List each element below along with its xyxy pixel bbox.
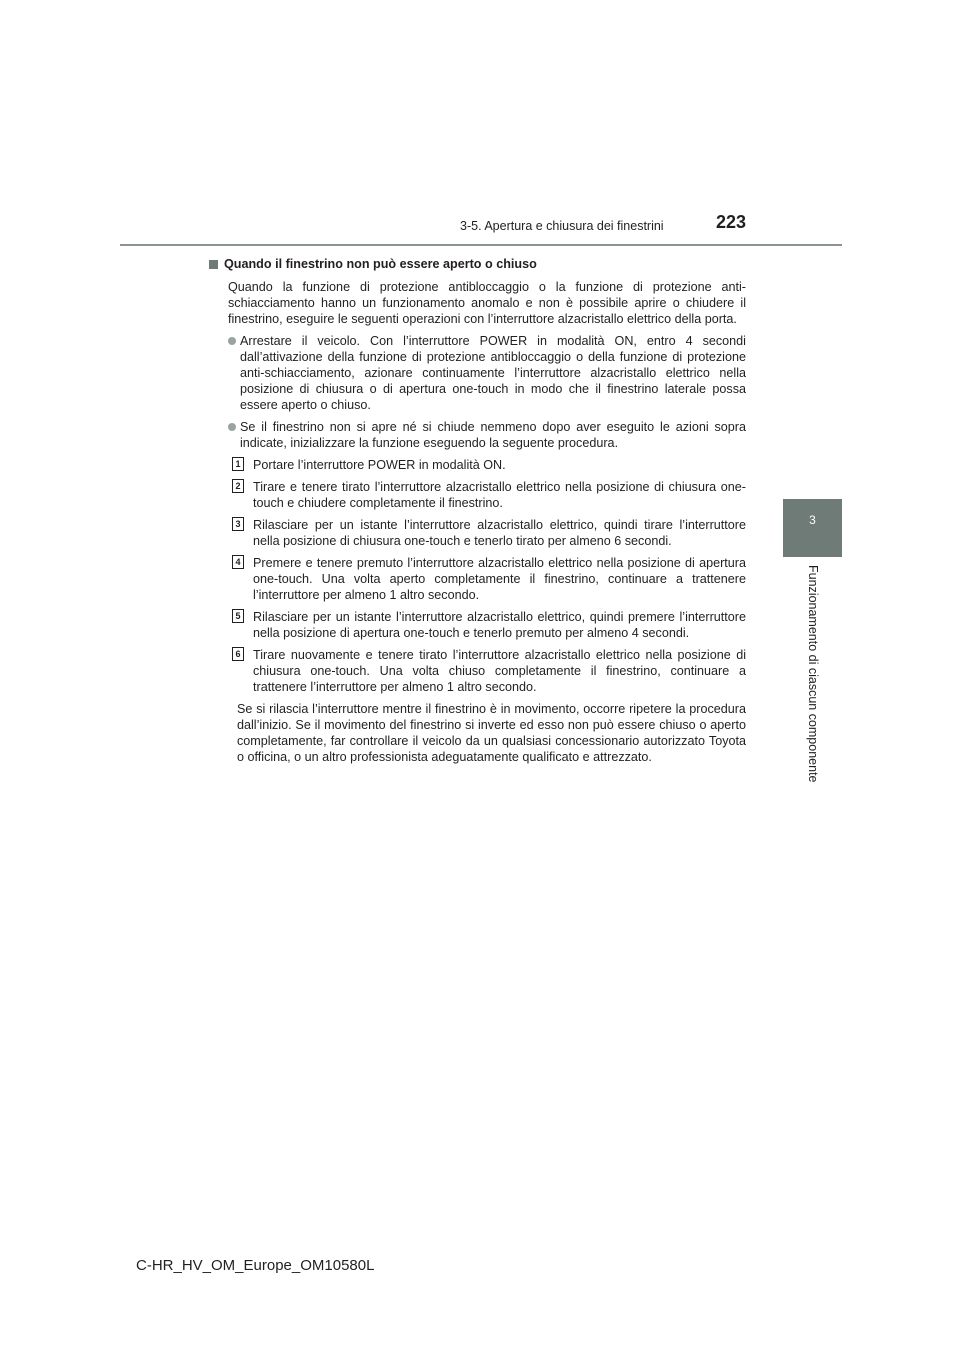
- circle-bullet-icon: [228, 333, 240, 349]
- step-number-badge: 4: [232, 555, 244, 569]
- bullet-text: Arrestare il veicolo. Con l’interruttore POWER in modalità ON, entro 4 secondi dall’attivazione della funzione di protezione antibloccaggio o della funzione di protezione anti-schiacciamento, azionare continuamente l’interruttore alzacristallo elettrico nella posizione di chiusura o di apertura one-touch in modo che il finestrino laterale possa essere aperto o chiuso.: [240, 334, 746, 412]
- step-number-badge: 1: [232, 457, 244, 471]
- procedure-step: [232, 609, 746, 641]
- procedure-step: [232, 457, 746, 473]
- step-number-badge: 2: [232, 479, 244, 493]
- step-text: Portare l’interruttore POWER in modalità ON.: [253, 458, 506, 472]
- intro-paragraph: Quando la funzione di protezione antibloccaggio o la funzione di protezione anti-schiacciamento hanno un funzionamento anomalo e non è possibile aprire o chiudere il finestrino, eseguire le seguenti operazioni con l’interruttore alzacristallo elettrico della porta.: [228, 280, 746, 326]
- step-number-badge: 5: [232, 609, 244, 623]
- list-item: [228, 419, 746, 451]
- chapter-tab-label: Funzionamento di ciascun componente: [806, 565, 820, 783]
- step-text: Tirare nuovamente e tenere tirato l’interruttore alzacristallo elettrico nella posizione di chiusura one-touch. Una volta chiuso completamente il finestrino, continuare a trattenere l’interruttore per almeno 1 altro secondo.: [253, 648, 746, 694]
- section-title: Quando il finestrino non può essere aperto o chiuso: [224, 257, 537, 271]
- main-content: [209, 256, 746, 765]
- procedure-step: [232, 555, 746, 603]
- square-bullet-icon: [209, 260, 218, 269]
- step-number-badge: 6: [232, 647, 244, 661]
- step-text: Tirare e tenere tirato l’interruttore alzacristallo elettrico nella posizione di chiusura one-touch e chiudere completamente il finestrino.: [253, 480, 746, 510]
- procedure-step: [232, 479, 746, 511]
- procedure-step: [232, 647, 746, 695]
- header-section-title: 3-5. Apertura e chiusura dei finestrini: [460, 219, 664, 233]
- step-text: Rilasciare per un istante l’interruttore alzacristallo elettrico, quindi tirare l’interruttore nella posizione di chiusura one-touch e tenerlo tirato per almeno 6 secondi.: [253, 518, 746, 548]
- section-heading: [209, 256, 746, 272]
- bullet-text: Se il finestrino non si apre né si chiude nemmeno dopo aver eseguito le azioni sopra indicate, inizializzare la funzione eseguendo la seguente procedura.: [240, 420, 746, 450]
- page-number: 223: [716, 212, 747, 232]
- list-item: [228, 333, 746, 413]
- step-text: Premere e tenere premuto l’interruttore alzacristallo elettrico nella posizione di apertura one-touch. Una volta aperto completamente il finestrino, continuare a trattenere l’interruttore per almeno 1 altro secondo.: [253, 556, 746, 602]
- document-code: C-HR_HV_OM_Europe_OM10580L: [136, 1257, 375, 1274]
- step-text: Rilasciare per un istante l’interruttore alzacristallo elettrico, quindi premere l’interruttore nella posizione di apertura one-touch e tenerlo premuto per almeno 4 secondi.: [253, 610, 746, 640]
- step-number-badge: 3: [232, 517, 244, 531]
- chapter-tab-number: 3: [809, 513, 816, 527]
- circle-bullet-icon: [228, 419, 240, 435]
- closing-paragraph: Se si rilascia l’interruttore mentre il finestrino è in movimento, occorre ripetere la procedura dall’inizio. Se il movimento del finestrino si inverte ed esso non può essere chiuso o aperto completamente, far controllare il veicolo da un qualsiasi concessionario autorizzato Toyota o officina, o un altro professionista adeguatamente qualificato e attrezzato.: [237, 702, 746, 764]
- header-divider: [120, 244, 842, 246]
- chapter-tab: [783, 499, 842, 557]
- procedure-step: [232, 517, 746, 549]
